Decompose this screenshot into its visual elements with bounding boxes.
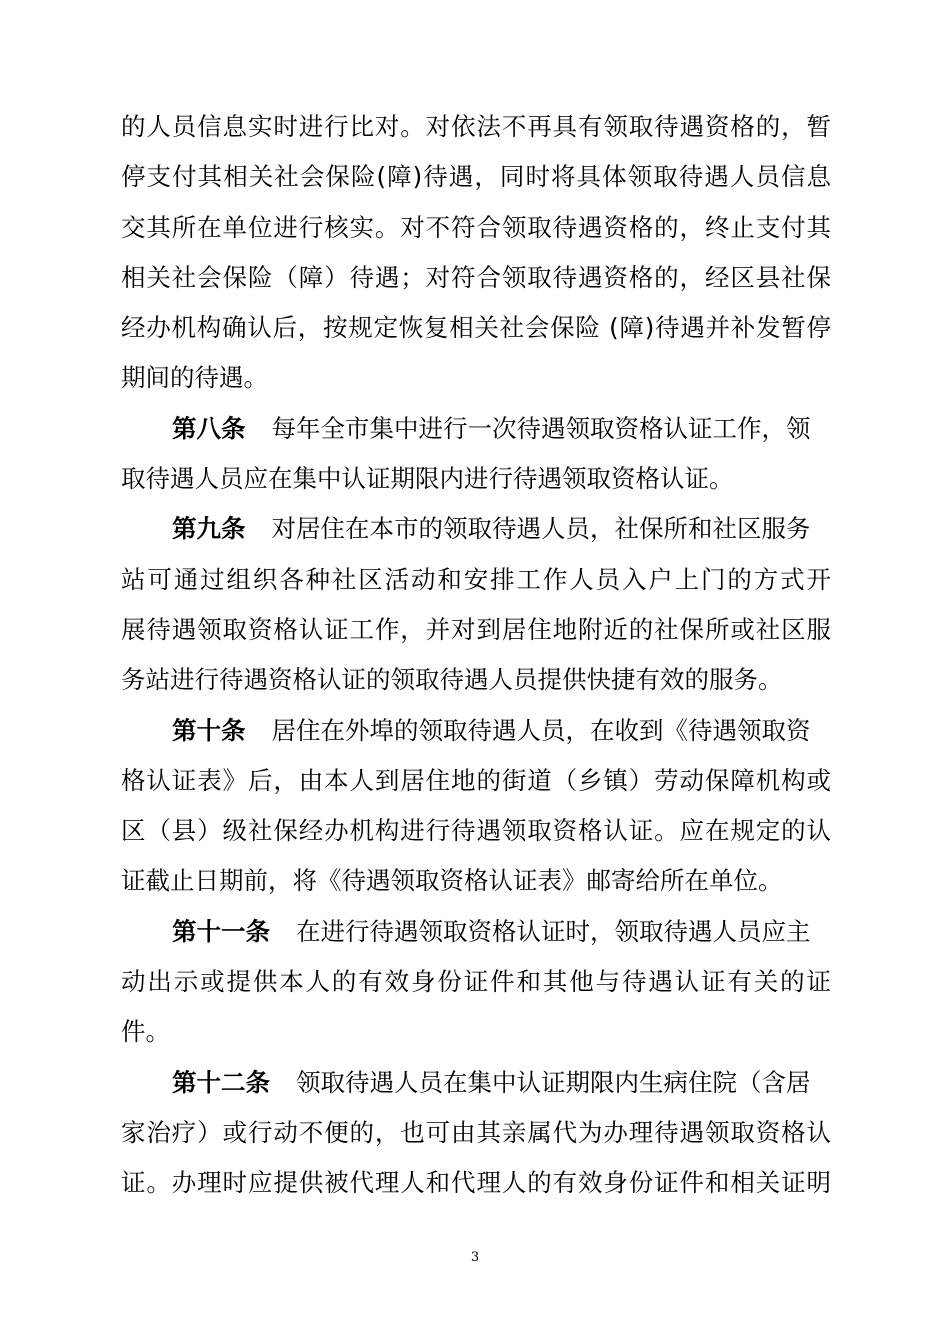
text-line: 取待遇人员应在集中认证期限内进行待遇领取资格认证。: [121, 464, 734, 494]
text-line: 件。: [121, 1017, 170, 1047]
article-10-line: 第十条 居住在外埠的领取待遇人员，在收到《待遇领取资: [172, 715, 811, 745]
text-line: 展待遇领取资格认证工作，并对到居住地附近的社保所或社区服: [121, 614, 831, 644]
text-line: 证截止日期前，将《待遇领取资格认证表》邮寄给所在单位。: [121, 866, 783, 896]
text-line: 的人员信息实时进行比对。对依法不再具有领取待遇资格的，暂: [121, 112, 831, 141]
text-line: 证。办理时应提供被代理人和代理人的有效身份证件和相关证明: [121, 1168, 831, 1198]
text-line: 区（县）级社保经办机构进行待遇领取资格认证。应在规定的认: [121, 816, 831, 846]
text-line: 停支付其相关社会保险(障)待遇，同时将具体领取待遇人员信息: [121, 162, 831, 192]
text-line: 站可通过组织各种社区活动和安排工作人员入户上门的方式开: [121, 564, 831, 594]
text-line: 家治疗）或行动不便的，也可由其亲属代为办理待遇领取资格认: [121, 1117, 831, 1147]
text-line: 交其所在单位进行核实。对不符合领取待遇资格的，终止支付其: [121, 212, 831, 242]
article-11-label: 第十一条: [172, 916, 270, 946]
text-line: 经办机构确认后，按规定恢复相关社会保险 (障)待遇并补发暂停: [121, 313, 831, 343]
document-body: [121, 102, 831, 1209]
page-number: 3: [470, 1250, 480, 1265]
text-line: 相关社会保险（障）待遇；对符合领取待遇资格的，经区县社保: [121, 262, 831, 292]
article-10-label: 第十条: [172, 715, 246, 745]
article-8-label: 第八条: [172, 413, 246, 443]
text-line: 务站进行待遇资格认证的领取待遇人员提供快捷有效的服务。: [121, 665, 783, 695]
text-line: 动出示或提供本人的有效身份证件和其他与待遇认证有关的证: [121, 967, 831, 997]
text-line: 期间的待遇。: [121, 363, 268, 393]
article-9-label: 第九条: [172, 514, 246, 544]
article-11-line: 第十一条 在进行待遇领取资格认证时，领取待遇人员应主: [172, 916, 811, 946]
article-12-label: 第十二条: [172, 1067, 270, 1097]
article-8-line: 第八条 每年全市集中进行一次待遇领取资格认证工作，领: [172, 413, 811, 443]
article-9-line: 第九条 对居住在本市的领取待遇人员，社保所和社区服务: [172, 514, 811, 544]
text-line: 格认证表》后，由本人到居住地的街道（乡镇）劳动保障机构或: [121, 765, 831, 795]
article-12-line: 第十二条 领取待遇人员在集中认证期限内生病住院（含居: [172, 1067, 811, 1097]
